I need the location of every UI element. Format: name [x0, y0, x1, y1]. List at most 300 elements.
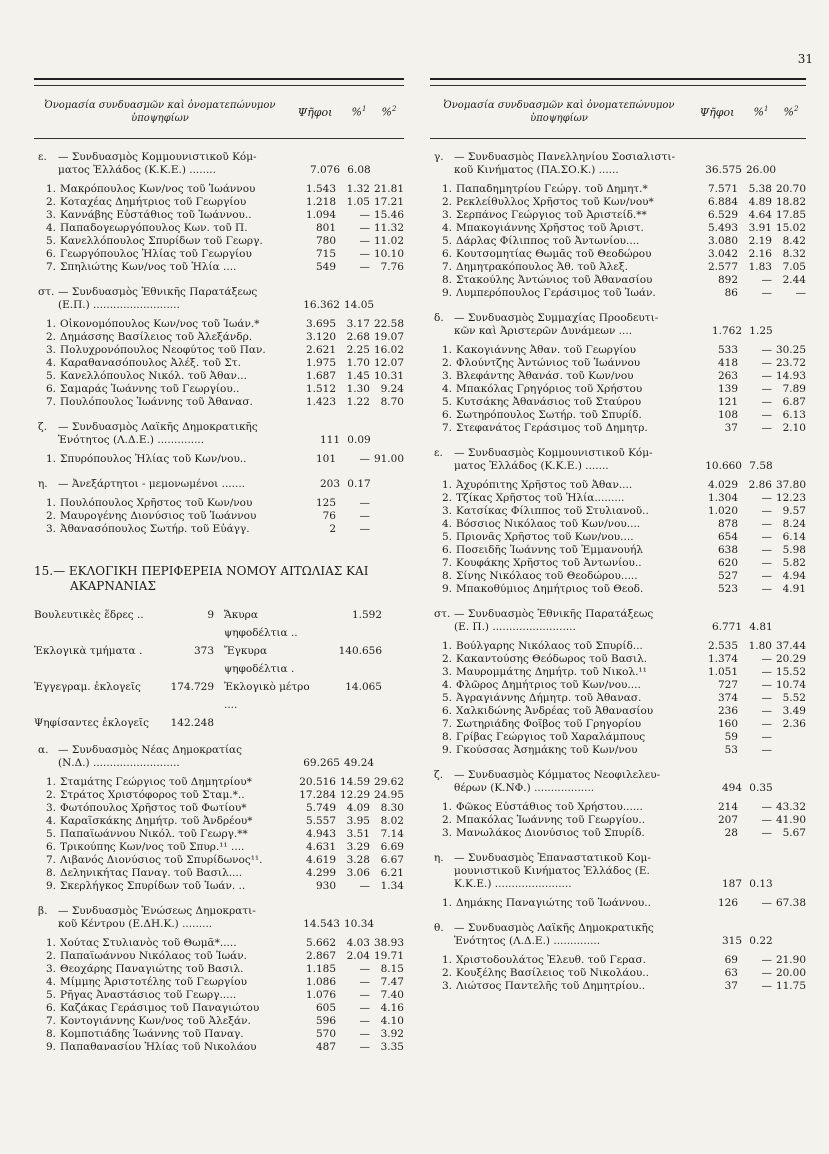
candidate-name: Μίμμης Ἀριστοτέλης τοῦ Γεωργίου: [60, 976, 248, 988]
top-rule: [34, 78, 404, 80]
candidate-pct1: 1.32: [346, 183, 370, 195]
candidate-name: Κομποτιάδης Ἰωάννης τοῦ Παναγ.: [60, 1028, 244, 1040]
candidate-votes: 1.687: [305, 370, 336, 382]
candidate-pct1: —: [761, 718, 772, 730]
candidate-pct1: 3.51: [346, 828, 370, 840]
candidate-row: [430, 357, 806, 370]
candidate-name: Κουξέλης Βασίλειος τοῦ Νικολάου..: [456, 967, 649, 979]
candidate-number: 9.: [441, 287, 452, 299]
candidate-votes: 3.080: [707, 235, 738, 247]
candidate-row: [430, 196, 806, 209]
candidate-pct2: 15.02: [775, 222, 806, 234]
party-votes: 203: [319, 478, 340, 490]
party-letter: ε.: [434, 447, 443, 459]
candidate-pct2: 20.29: [775, 653, 806, 665]
candidate-pct2: 30.25: [775, 344, 806, 356]
candidate-votes: 1.020: [707, 505, 738, 517]
candidate-pct2: 41.90: [775, 814, 806, 826]
candidate-votes: 1.051: [707, 666, 738, 678]
candidate-name: Μαυρομμάτης Δημήτρ. τοῦ Νικολ.¹¹: [456, 666, 647, 678]
candidate-name: Κουτσομητίας Θωμᾶς τοῦ Θεοδώρου: [456, 248, 652, 260]
candidate-name: Χριστοδουλάτος Ἐλευθ. τοῦ Γερασ.: [456, 954, 646, 966]
sections-label: Ἐκλογικὰ τμήματα .: [34, 645, 143, 657]
region-stats: [34, 606, 404, 732]
candidate-name: Ἀχυρόπιτης Χρῆστος τοῦ Ἀθαν....: [456, 479, 633, 491]
party-name-line: — Συνδυασμὸς Κομμουνιστικοῦ Κόμ-: [454, 447, 653, 459]
candidate-pct1: 3.95: [346, 815, 370, 827]
candidate-pct2: 2.36: [782, 718, 806, 730]
candidate-pct2: 6.21: [380, 867, 404, 879]
candidate-number: 5.: [441, 396, 452, 408]
candidate-pct2: 6.67: [380, 854, 404, 866]
candidate-votes: 605: [315, 1002, 336, 1014]
candidate-votes: 2.867: [305, 950, 336, 962]
candidate-number: 7.: [45, 854, 56, 866]
candidate-pct1: —: [761, 692, 772, 704]
candidate-votes: 523: [717, 583, 738, 595]
candidate-row: [34, 183, 404, 196]
candidate-name: Φῶκος Εὐστάθιος τοῦ Χρήστου......: [456, 801, 643, 813]
candidate-pct2: 8.70: [380, 396, 404, 408]
candidate-row: [430, 287, 806, 300]
candidate-votes: 930: [315, 880, 336, 892]
candidate-name: Σπηλιώτης Κων/νος τοῦ Ἠλία ....: [60, 261, 237, 273]
candidate-pct2: 4.94: [782, 570, 806, 582]
candidate-pct2: 5.67: [782, 827, 806, 839]
candidate-row: [34, 841, 404, 854]
candidate-pct1: 1.70: [346, 357, 370, 369]
candidate-pct1: —: [359, 510, 370, 522]
candidate-name: Πουλόπουλος Χρῆστος τοῦ Κων/νου: [60, 497, 253, 509]
party-pct2-blank: [776, 325, 806, 338]
candidate-pct2: 8.32: [782, 248, 806, 260]
candidate-number: 2.: [441, 492, 452, 504]
party-total-line: [454, 460, 806, 473]
candidate-pct2: 22.58: [373, 318, 404, 330]
candidate-number: 2.: [441, 357, 452, 369]
party-pct: 4.81: [749, 621, 773, 633]
candidate-row: [34, 331, 404, 344]
candidate-pct1: 12.29: [340, 789, 371, 801]
candidate-row: [34, 789, 404, 802]
candidate-name: Σερπάνος Γεώργιος τοῦ Ἀριστείδ.**: [456, 209, 647, 221]
candidate-pct2: [772, 744, 806, 757]
candidate-votes: 207: [717, 814, 738, 826]
party-name-line: — Συνδυασμὸς Λαϊκῆς Δημοκρατικῆς: [454, 922, 654, 934]
candidate-name: Καννάβης Εὐστάθιος τοῦ Ἰωάννου..: [60, 209, 252, 221]
candidate-row: [34, 776, 404, 789]
candidate-row: [430, 235, 806, 248]
top-rule: [430, 78, 806, 80]
candidate-pct2: 6.13: [782, 409, 806, 421]
candidate-number: 6.: [441, 705, 452, 717]
party-pct2-blank: [776, 878, 806, 891]
candidate-name: Γκούσσας Ἀσημάκης τοῦ Κων/νου: [456, 744, 638, 756]
candidate-votes: 5.662: [305, 937, 336, 949]
candidate-votes: 549: [315, 261, 336, 273]
candidate-name: Κακογιάννης Ἀθαν. τοῦ Γεωργίου: [456, 344, 637, 356]
candidate-row: [430, 209, 806, 222]
candidate-name: Γεωργόπουλος Ἠλίας τοῦ Γεωργίου: [60, 248, 252, 260]
table-header: [430, 85, 806, 139]
candidate-votes: 3.695: [305, 318, 336, 330]
candidate-pct2: 29.62: [373, 776, 404, 788]
candidate-pct1: —: [359, 523, 370, 535]
party-heading: [430, 608, 806, 634]
candidate-pct2: 7.89: [782, 383, 806, 395]
candidate-pct2: 21.90: [775, 954, 806, 966]
party-votes: 7.076: [309, 164, 340, 176]
candidate-name: Σαμαράς Ἰωάννης τοῦ Γεωργίου..: [60, 383, 240, 395]
candidate-pct1: —: [359, 222, 370, 234]
party-section: [430, 852, 806, 910]
candidate-pct1: —: [761, 801, 772, 813]
candidate-pct1: —: [761, 357, 772, 369]
candidate-pct1: —: [761, 980, 772, 992]
candidate-pct1: 4.09: [346, 802, 370, 814]
candidate-pct1: 3.28: [346, 854, 370, 866]
candidate-number: 9.: [45, 1041, 56, 1053]
candidate-name: Μανωλάκος Διονύσιος τοῦ Σπυρίδ.: [456, 827, 645, 839]
candidate-votes: 1.086: [305, 976, 336, 988]
candidate-votes: 892: [717, 274, 738, 286]
candidate-votes: 5.557: [305, 815, 336, 827]
candidate-pct2: 14.93: [775, 370, 806, 382]
header-votes: Ψῆφοι: [297, 105, 333, 119]
party-letter: α.: [38, 744, 49, 756]
registered-value: 174.729: [170, 681, 214, 693]
party-name-line: — Συνδυασμὸς Λαϊκῆς Δημοκρατικῆς: [58, 421, 258, 433]
candidate-pct2: 2.10: [782, 422, 806, 434]
candidate-row: [34, 344, 404, 357]
party-total-line: [58, 478, 404, 491]
candidate-pct2: 11.32: [373, 222, 404, 234]
candidate-number: 3.: [441, 505, 452, 517]
party-section: [430, 447, 806, 596]
party-heading: [430, 769, 806, 795]
party-name-last: θέρων (Κ.ΝΦ.) ..................: [454, 782, 595, 794]
candidate-number: 6.: [441, 544, 452, 556]
candidate-pct1: —: [359, 497, 370, 509]
party-heading: [34, 905, 404, 931]
page-number: 31: [797, 52, 813, 66]
candidate-pct1: —: [359, 248, 370, 260]
candidate-row: [34, 1002, 404, 1015]
candidate-pct2: 9.57: [782, 505, 806, 517]
party-pct2-blank: [374, 478, 404, 491]
candidate-pct2: [370, 523, 404, 536]
candidate-pct1: 2.16: [748, 248, 772, 260]
candidate-pct1: 1.05: [346, 196, 370, 208]
candidate-row: [34, 209, 404, 222]
candidate-row: [34, 523, 404, 536]
party-section: [34, 286, 404, 409]
party-letter: ζ.: [38, 421, 48, 433]
party-name-line: — Συνδυασμὸς Πανελληνίου Σοσιαλιστι-: [454, 151, 676, 163]
party-total-line: [454, 164, 806, 177]
party-total-line: [58, 434, 404, 447]
candidate-row: [34, 828, 404, 841]
candidate-name: Κατσίκας Φίλιππος τοῦ Στυλιανοῦ..: [456, 505, 649, 517]
candidate-pct1: —: [359, 453, 370, 465]
candidate-number: 4.: [45, 976, 56, 988]
candidate-number: 1.: [441, 640, 452, 652]
candidate-row: [430, 383, 806, 396]
party-section: [430, 769, 806, 840]
candidate-votes: 76: [322, 510, 336, 522]
candidate-name: Λιώτσος Παντελῆς τοῦ Δημητρίου..: [456, 980, 646, 992]
candidate-name: Σωτηριάδης Φοῖβος τοῦ Γρηγορίου: [456, 718, 642, 730]
candidate-votes: 1.094: [305, 209, 336, 221]
party-name-last: (Ε.Π.) ..........................: [58, 299, 180, 311]
party-pct: 10.34: [344, 918, 375, 930]
candidate-row: [430, 705, 806, 718]
candidate-pct1: —: [761, 897, 772, 909]
candidate-pct1: 2.04: [346, 950, 370, 962]
party-pct2-blank: [374, 757, 404, 770]
candidate-pct1: —: [761, 814, 772, 826]
candidate-pct2: 21.81: [373, 183, 404, 195]
candidate-pct2: 10.31: [373, 370, 404, 382]
candidate-number: 1.: [45, 318, 56, 330]
candidate-name: Χούτας Στυλιανὸς τοῦ Θωμᾶ*.....: [60, 937, 237, 949]
candidate-pct2: 6.69: [380, 841, 404, 853]
candidate-pct2: 91.00: [373, 453, 404, 465]
candidate-row: [34, 867, 404, 880]
candidate-pct2: 19.07: [373, 331, 404, 343]
candidate-number: 2.: [45, 789, 56, 801]
candidate-number: 3.: [45, 209, 56, 221]
candidate-number: 6.: [45, 383, 56, 395]
candidate-row: [430, 409, 806, 422]
candidate-row: [430, 801, 806, 814]
candidate-pct2: 1.34: [380, 880, 404, 892]
candidate-number: 4.: [441, 518, 452, 530]
candidate-votes: 4.029: [707, 479, 738, 491]
region-title-line1: 15.— ΕΚΛΟΓΙΚΗ ΠΕΡΙΦΕΡΕΙΑ ΝΟΜΟΥ ΑΙΤΩΛΙΑΣ ΚΑΙ: [34, 564, 369, 578]
seats-label: Βουλευτικὲς ἕδρες ..: [34, 609, 144, 621]
party-votes: 10.660: [705, 460, 742, 472]
party-heading: [34, 286, 404, 312]
candidate-row: [34, 248, 404, 261]
candidate-votes: 596: [315, 1015, 336, 1027]
party-letter: η.: [434, 852, 444, 864]
candidate-votes: 139: [717, 383, 738, 395]
candidate-name: Κανελλόπουλος Σπυρίδων τοῦ Γεωργ.: [60, 235, 263, 247]
candidate-pct1: —: [761, 744, 772, 756]
candidate-pct2: [370, 497, 404, 510]
candidate-votes: 7.571: [707, 183, 738, 195]
candidate-row: [430, 731, 806, 744]
party-section: [430, 312, 806, 435]
candidate-pct1: —: [761, 679, 772, 691]
candidate-pct1: 14.59: [340, 776, 371, 788]
candidate-pct2: 23.72: [775, 357, 806, 369]
candidate-row: [34, 815, 404, 828]
candidate-pct1: 3.17: [346, 318, 370, 330]
candidate-row: [34, 963, 404, 976]
party-name-line: — Συνδυασμὸς Ἐθνικῆς Παρατάξεως: [454, 608, 654, 620]
candidate-number: 1.: [45, 497, 56, 509]
candidate-votes: 20.516: [299, 776, 336, 788]
candidate-pct2: 37.80: [775, 479, 806, 491]
candidate-name: Ρεκλείθυλλος Χρῆστος τοῦ Κων/νου*: [456, 196, 654, 208]
party-section: [430, 151, 806, 300]
candidate-pct1: 1.22: [346, 396, 370, 408]
candidate-pct2: 20.00: [775, 967, 806, 979]
candidate-number: 6.: [45, 841, 56, 853]
candidate-pct1: —: [761, 544, 772, 556]
candidate-votes: 1.185: [305, 963, 336, 975]
candidate-row: [34, 222, 404, 235]
candidate-votes: 28: [724, 827, 738, 839]
candidate-number: 1.: [441, 183, 452, 195]
party-total-line: [454, 325, 806, 338]
candidate-pct1: 4.64: [748, 209, 772, 221]
candidate-pct2: 9.24: [380, 383, 404, 395]
candidate-number: 4.: [441, 383, 452, 395]
candidate-votes: 727: [717, 679, 738, 691]
candidate-name: Ρῆγας Ἀναστάσιος τοῦ Γεωργ.....: [60, 989, 237, 1001]
party-pct2-blank: [776, 164, 806, 177]
candidate-pct2: 5.98: [782, 544, 806, 556]
candidate-votes: 3.042: [707, 248, 738, 260]
candidate-pct2: 8.30: [380, 802, 404, 814]
party-total-line: [454, 878, 806, 891]
party-pct2-blank: [776, 782, 806, 795]
candidate-pct1: —: [761, 422, 772, 434]
table-header: [34, 85, 404, 139]
party-name-line: — Συνδυασμὸς Ἐθνικῆς Παρατάξεως: [58, 286, 258, 298]
candidate-pct2: [370, 510, 404, 523]
header-name: Ὀνομασία συνδυασμῶν καὶ ὀνοματεπώνυμον ὑποψηφίων: [44, 100, 276, 124]
candidate-pct2: 6.14: [782, 531, 806, 543]
candidate-pct1: —: [761, 954, 772, 966]
candidate-pct1: —: [359, 1015, 370, 1027]
candidate-pct2: 5.52: [782, 692, 806, 704]
party-pct2-blank: [374, 918, 404, 931]
candidate-number: 7.: [441, 261, 452, 273]
candidate-name: Πολυχρονόπουλος Νεοφύτος τοῦ Παν.: [60, 344, 266, 356]
party-pct: 0.22: [749, 935, 773, 947]
candidate-row: [430, 653, 806, 666]
candidate-votes: 654: [717, 531, 738, 543]
seats-value: 9: [207, 609, 214, 621]
candidate-pct1: 4.89: [748, 196, 772, 208]
candidate-pct1: —: [359, 963, 370, 975]
party-pct: 26.00: [746, 164, 777, 176]
candidate-number: 5.: [45, 235, 56, 247]
candidate-votes: 2: [329, 523, 336, 535]
candidate-number: 5.: [45, 989, 56, 1001]
candidate-pct2: 7.47: [380, 976, 404, 988]
candidate-name: Φλούντζης Ἀντώνιος τοῦ Ἰωάννου: [456, 357, 641, 369]
candidate-name: Στακούλης Ἀντώνιος τοῦ Ἀθανασίου: [456, 274, 653, 286]
party-heading: [34, 151, 404, 177]
candidate-pct1: 1.80: [748, 640, 772, 652]
sections-value: 373: [194, 645, 215, 657]
candidate-pct1: 1.30: [346, 383, 370, 395]
candidate-pct2: 43.32: [775, 801, 806, 813]
party-name-last: κῶν καὶ Ἀριστερῶν Δυνάμεων ....: [454, 325, 633, 337]
candidate-number: 4.: [441, 679, 452, 691]
candidate-row: [34, 937, 404, 950]
candidate-pct1: —: [761, 666, 772, 678]
candidate-pct1: —: [761, 653, 772, 665]
candidate-votes: 236: [717, 705, 738, 717]
candidate-number: 3.: [45, 523, 56, 535]
candidate-pct2: —: [795, 287, 806, 299]
candidate-number: 2.: [45, 331, 56, 343]
candidate-pct1: —: [761, 409, 772, 421]
party-name-line: — Συνδυασμὸς Κόμματος Νεοφιλελευ-: [454, 769, 661, 781]
candidate-name: Κοταχέας Δημήτριος τοῦ Γεωργίου: [60, 196, 247, 208]
candidate-number: 1.: [45, 183, 56, 195]
candidate-votes: 4.943: [305, 828, 336, 840]
party-votes: 14.543: [303, 918, 340, 930]
candidate-row: [430, 814, 806, 827]
candidate-votes: 2.577: [707, 261, 738, 273]
party-votes: 6.771: [711, 621, 742, 633]
candidate-votes: 1.543: [305, 183, 336, 195]
candidate-votes: 620: [717, 557, 738, 569]
party-heading: [430, 922, 806, 948]
candidate-pct2: 11.02: [373, 235, 404, 247]
party-heading: [34, 744, 404, 770]
party-heading: [430, 151, 806, 177]
candidate-pct2: 17.85: [775, 209, 806, 221]
region-title-line2: ΑΚΑΡΝΑΝΙΑΣ: [70, 579, 156, 593]
candidate-number: 1.: [441, 954, 452, 966]
candidate-name: Δεληνικήτας Παναγ. τοῦ Βασιλ....: [60, 867, 243, 879]
party-pct2-blank: [776, 460, 806, 473]
candidate-row: [430, 557, 806, 570]
candidate-number: 8.: [45, 867, 56, 879]
party-section: [34, 151, 404, 274]
candidate-number: 7.: [45, 396, 56, 408]
candidate-name: Παπαϊωάννου Νικόλ. τοῦ Γεωργ.**: [60, 828, 248, 840]
candidate-name: Τζίκας Χρῆστος τοῦ Ἠλία.........: [456, 492, 625, 504]
candidate-name: Βλεφάντης Ἀθανάσ. τοῦ Κων/νου: [456, 370, 634, 382]
party-name-last: κοῦ Κέντρου (Ε.ΔΗ.Κ.) .........: [58, 918, 213, 930]
header-pct1: %$^1$: [351, 105, 367, 119]
candidate-row: [430, 718, 806, 731]
party-total-line: [454, 621, 806, 634]
candidate-number: 6.: [441, 248, 452, 260]
candidate-pct2: 3.49: [782, 705, 806, 717]
candidate-number: 3.: [441, 370, 452, 382]
left-column: [34, 78, 404, 1054]
right-sections: [430, 151, 806, 993]
candidate-number: 3.: [45, 344, 56, 356]
party-name-last: κοῦ Κινήματος (ΠΑ.ΣΟ.Κ.) ......: [454, 164, 619, 176]
voted-value: 142.248: [170, 717, 214, 729]
candidate-name: Καραθανασόπουλος Ἀλέξ. τοῦ Στ.: [60, 357, 241, 369]
party-pct2-blank: [776, 621, 806, 634]
valid-value: 140.656: [338, 645, 382, 657]
header-pct2: %$^2$: [783, 105, 799, 119]
candidate-row: [430, 261, 806, 274]
candidate-votes: 1.218: [305, 196, 336, 208]
header-pct1: %$^1$: [753, 105, 769, 119]
party-name-last: ματος Ἑλλάδος (Κ.Κ.Ε.) ........: [58, 164, 216, 176]
candidate-votes: 37: [724, 422, 738, 434]
candidate-number: 2.: [45, 196, 56, 208]
candidate-pct1: —: [359, 976, 370, 988]
candidate-number: 1.: [45, 453, 56, 465]
candidate-name: Σκερλήγκος Σπυρίδων τοῦ Ἰωάν. ..: [60, 880, 246, 892]
candidate-pct2: 67.38: [775, 897, 806, 909]
